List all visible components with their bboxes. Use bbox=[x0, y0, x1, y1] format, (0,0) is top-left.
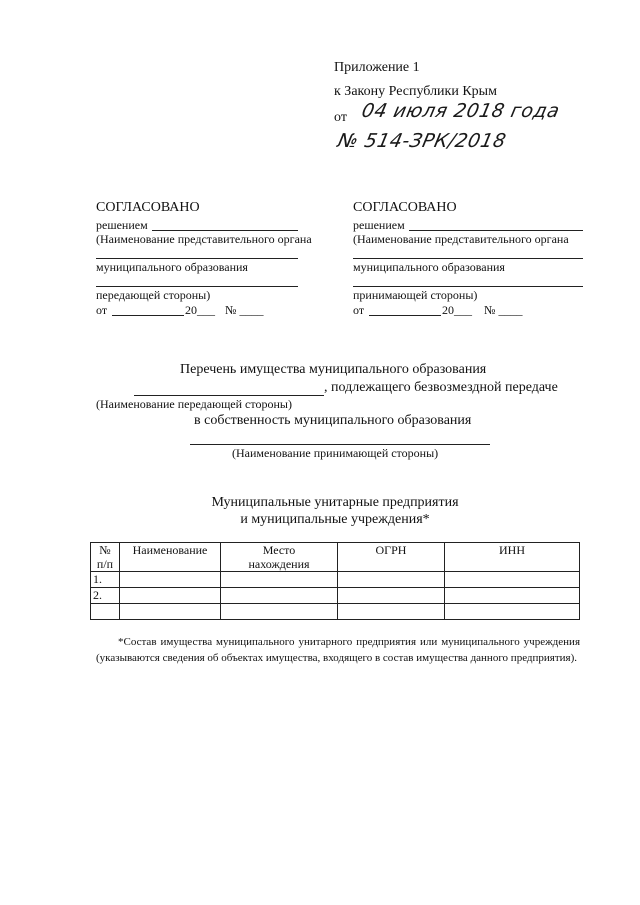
right-year: 20___ bbox=[442, 303, 472, 317]
receive-side-hint: (Наименование принимающей стороны) bbox=[232, 446, 439, 460]
right-approval-title: СОГЛАСОВАНО bbox=[353, 200, 457, 215]
right-number: № ____ bbox=[484, 303, 523, 317]
main-title-line1: Перечень имущества муниципального образования bbox=[180, 362, 487, 377]
appendix-label: Приложение 1 bbox=[334, 60, 420, 75]
left-date-from: от bbox=[96, 303, 108, 317]
law-reference: к Закону Республики Крым bbox=[334, 84, 497, 99]
left-date-line bbox=[112, 315, 184, 316]
section-title-line1: Муниципальные унитарные предприятия bbox=[211, 495, 459, 510]
receive-side-blank bbox=[190, 444, 490, 445]
left-year: 20___ bbox=[185, 303, 215, 317]
left-decision-label: решением bbox=[96, 218, 148, 232]
row-number: 1. bbox=[91, 572, 120, 588]
main-title-line3: в собственность муниципального образования bbox=[194, 413, 472, 428]
right-date-line bbox=[369, 315, 441, 316]
from-label: от bbox=[334, 110, 347, 125]
left-municipality-label: муниципального образования bbox=[96, 260, 248, 274]
main-title-line2: , подлежащего безвозмездной передаче bbox=[324, 380, 558, 395]
enterprises-table bbox=[90, 542, 580, 620]
left-body-hint: (Наименование представительного органа bbox=[96, 232, 312, 246]
right-municipality-label: муниципального образования bbox=[353, 260, 505, 274]
right-blank-line-1 bbox=[353, 258, 583, 259]
left-side-label: передающей стороны) bbox=[96, 288, 211, 302]
right-blank-line-2 bbox=[353, 286, 583, 287]
right-side-label: принимающей стороны) bbox=[353, 288, 478, 302]
left-blank-line-1 bbox=[96, 258, 298, 259]
handwritten-number: № 514-ЗРК/2018 bbox=[335, 130, 509, 152]
footnote: *Состав имущества муниципального унитарного предприятия или муниципального учреждения (указываются сведения об объектах имущества, входящего в состав имущества данного предприятия). bbox=[96, 636, 580, 664]
table-header-row bbox=[91, 543, 580, 572]
left-approval-title: СОГЛАСОВАНО bbox=[96, 200, 200, 215]
col-number-header: № п/п bbox=[91, 543, 120, 572]
right-date-from: от bbox=[353, 303, 365, 317]
section-title-line2: и муниципальные учреждения* bbox=[240, 512, 430, 527]
left-blank-line-2 bbox=[96, 286, 298, 287]
left-number: № ____ bbox=[225, 303, 264, 317]
table-row bbox=[91, 572, 580, 588]
right-decision-line bbox=[409, 230, 583, 231]
col-ogrn-header: ОГРН bbox=[338, 543, 445, 572]
transfer-side-blank bbox=[134, 395, 324, 396]
right-decision-label: решением bbox=[353, 218, 405, 232]
row-number: 2. bbox=[91, 588, 120, 604]
right-body-hint: (Наименование представительного органа bbox=[353, 232, 569, 246]
table-row bbox=[91, 588, 580, 604]
transfer-side-hint: (Наименование передающей стороны) bbox=[96, 397, 292, 411]
left-decision-line bbox=[152, 230, 298, 231]
row-number bbox=[91, 604, 120, 620]
table-row bbox=[91, 604, 580, 620]
col-place-header: Место нахождения bbox=[221, 543, 338, 572]
handwritten-date: 04 июля 2018 года bbox=[359, 100, 562, 122]
col-inn-header: ИНН bbox=[445, 543, 580, 572]
col-name-header: Наименование bbox=[120, 543, 221, 572]
